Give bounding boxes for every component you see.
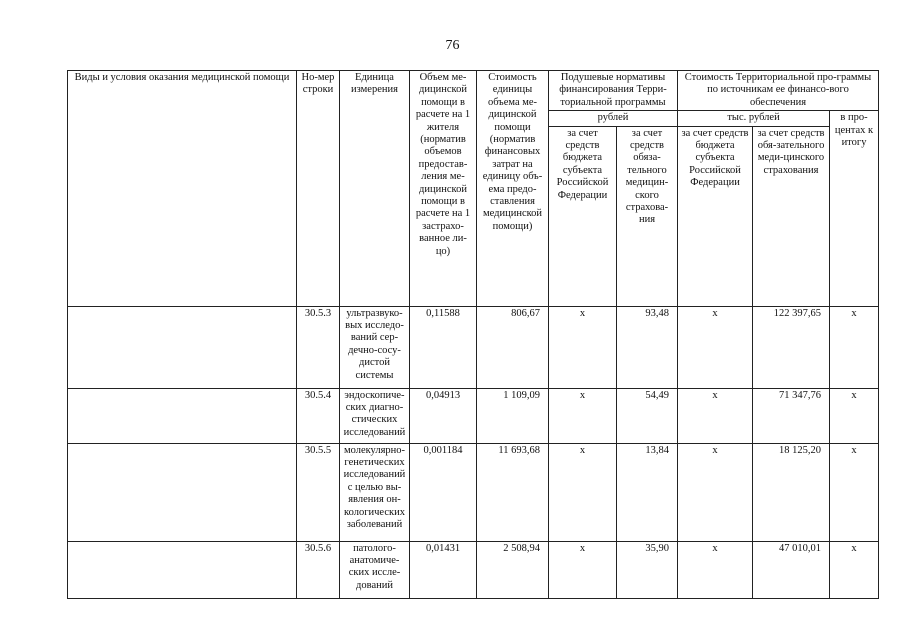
unit-cell: патолого-анатомиче-ских иссле-дований [340,541,410,598]
header-cost: Стоимость единицы объема ме-дицинской помощи (норматив финансовых затрат на единицу объ-ема предо-ставления медицинской помощи) [477,71,549,307]
cost-cell: 2 508,94 [477,541,549,598]
oms-cell: 35,90 [617,541,678,598]
table-row [68,306,879,388]
financing-table [67,70,879,599]
header-norms: Подушевые нормативы финансирования Терри-ториальной программы [549,71,678,111]
oms2-cell: 122 397,65 [753,306,830,388]
oms2-cell: 71 347,76 [753,388,830,443]
volume-cell: 0,11588 [410,306,477,388]
percent-cell: x [830,306,879,388]
percent-cell: x [830,388,879,443]
page-number: 76 [445,38,460,53]
budget-cell: x [549,306,617,388]
budget2-cell: x [678,443,753,541]
oms2-cell: 18 125,20 [753,443,830,541]
header-budget-2: за счет средств бюджета субъекта Российской Федерации [678,126,753,306]
header-unit: Единица измерения [340,71,410,307]
budget2-cell: x [678,388,753,443]
kind-cell [68,443,297,541]
kind-cell [68,541,297,598]
volume-cell: 0,001184 [410,443,477,541]
oms-cell: 54,49 [617,388,678,443]
header-oms-2: за счет средств обя-зательного меди-цинского страхования [753,126,830,306]
table-row [68,443,879,541]
budget2-cell: x [678,306,753,388]
percent-cell: x [830,443,879,541]
table-row [68,388,879,443]
oms2-cell: 47 010,01 [753,541,830,598]
row-number-cell: 30.5.5 [297,443,340,541]
oms-cell: 13,84 [617,443,678,541]
unit-cell: молекулярно-генетических исследований с целью вы-явления он-кологических заболеваний [340,443,410,541]
header-row-number: Но-мер строки [297,71,340,307]
table-row [68,541,879,598]
header-unit-rub: рублей [549,111,678,126]
budget-cell: x [549,541,617,598]
header-row-1 [68,71,879,111]
unit-cell: эндоскопиче-ских диагно-стических исследований [340,388,410,443]
row-number-cell: 30.5.6 [297,541,340,598]
volume-cell: 0,04913 [410,388,477,443]
kind-cell [68,388,297,443]
header-territorial: Стоимость Территориальной про-граммы по источникам ее финансо-вого обеспечения [678,71,879,111]
unit-cell: ультразвуко-вых исследо-ваний сер-дечно-сосу-дистой системы [340,306,410,388]
kind-cell [68,306,297,388]
header-volume: Объем ме-дицинской помощи в расчете на 1 жителя (норматив объемов предостав-ления ме-дицинской помощи в расчете на 1 застрахо-ванное ли-цо) [410,71,477,307]
header-percent: в про-центах к итогу [830,111,879,306]
cost-cell: 806,67 [477,306,549,388]
row-number-cell: 30.5.3 [297,306,340,388]
oms-cell: 93,48 [617,306,678,388]
budget2-cell: x [678,541,753,598]
budget-cell: x [549,388,617,443]
header-kind: Виды и условия оказания медицинской помощи [68,71,297,307]
row-number-cell: 30.5.4 [297,388,340,443]
header-oms: за счет средств обяза-тельного медицин-ского страхова-ния [617,126,678,306]
cost-cell: 1 109,09 [477,388,549,443]
cost-cell: 11 693,68 [477,443,549,541]
header-budget: за счет средств бюджета субъекта Российской Федерации [549,126,617,306]
volume-cell: 0,01431 [410,541,477,598]
budget-cell: x [549,443,617,541]
percent-cell: x [830,541,879,598]
header-unit-thousand-rub: тыс. рублей [678,111,830,126]
